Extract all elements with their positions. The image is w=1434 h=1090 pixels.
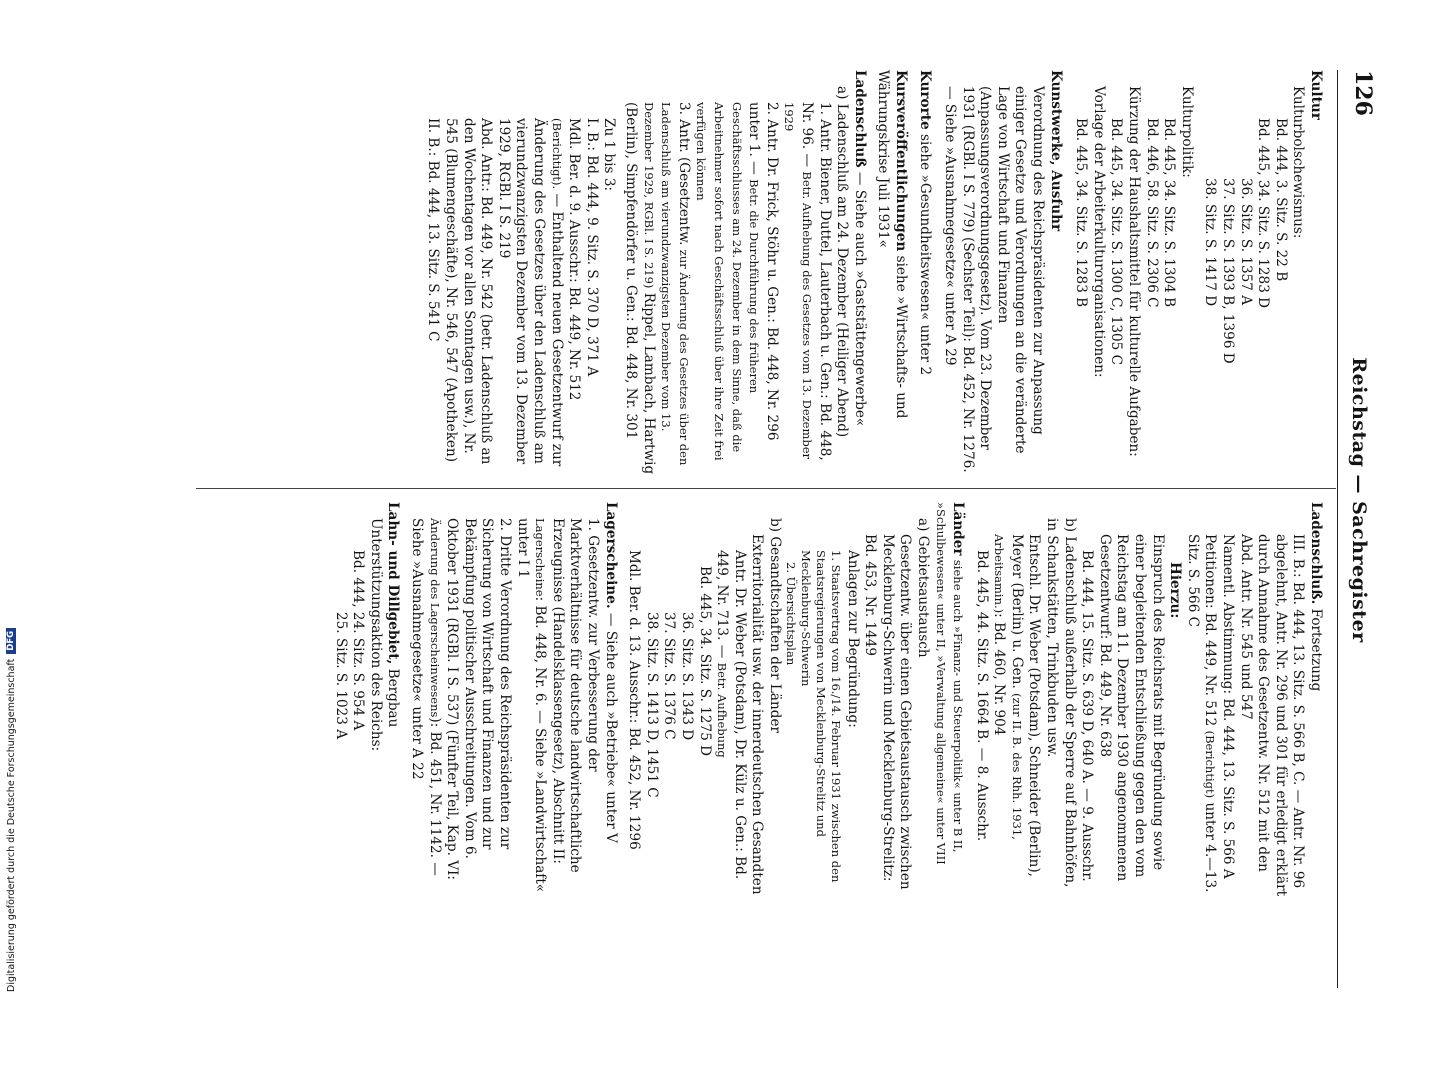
entry-text: Verordnung des Reichspräsidenten zur Anpassung einiger Gesetze und Verordnungen an die veränderte Lage von Wirtschaft und Finanzen (Anpassungsverordnungsgesetz). Vom 23. Dezember 1931 (RGBl. I S. 779) (Sechster Teil): Bd. 452, Nr. 1276. — Siehe »Ausnahmegesetze« unter A 29: [942, 86, 1047, 473]
entry-text: siehe auch »Finanz- und Steuerpolitik« unter B II, »Schulbewesen« unter II, »Verwaltung allgemeine« unter VIII: [933, 502, 966, 865]
item-text: Rippel, Lambach, Hartwig (Berlin), Simpfendörfer u. Gen.: Bd. 448, Nr. 301: [623, 102, 657, 475]
entry-term: Kunstwerke, Ausfuhr: [1047, 70, 1064, 232]
entry-ladenschluss-cont: [1306, 502, 1324, 902]
reference: Bd. 444, 15. Sitz. S. 639 D, 640 A. — 9. Ausschr.: [1079, 550, 1096, 882]
reference: Bd. 445, 34. Sitz. S. 1283 B: [1073, 118, 1090, 308]
reference: 25. Sitz. S. 1023 A: [332, 612, 349, 740]
reference: Bd. 445, 44. Sitz. S. 1664 B. — 8. Ausschr.: [973, 550, 990, 842]
zu-line: [494, 70, 582, 475]
item-note: Betr. Aufhebung des Gesetzes vom 13. Dezember 1929: [782, 102, 814, 460]
subentry-vorlage: Vorlage der Arbeiterkulturorganisationen:: [1090, 86, 1107, 378]
reference: Exterritorialität usw. der innerdeutschen Gesandten: [749, 534, 766, 895]
zu-note: (Berichtigt).: [549, 118, 564, 190]
item-note: Lagerscheine: [533, 518, 548, 597]
entry-term: Ladenschluß: [851, 70, 868, 168]
subentry-kulturpolitik: Kulturpolitik:: [1178, 86, 1195, 178]
entry-lagerscheine: [601, 502, 619, 902]
entry-term: Kurorte: [916, 70, 933, 130]
subentry-a: a) Gebietsaustausch: [914, 518, 931, 658]
ref-text: Petitionen: Bd. 449, Nr. 512: [1202, 534, 1219, 727]
item-1: [780, 70, 833, 475]
anlage-item: 2. Übersichtsplan: [783, 562, 798, 666]
entry-text: siehe »Gesundheitswesen« unter 2: [916, 134, 933, 376]
subentry-kuerzung: Kürzung der Haushaltsmittel für kulturelle Aufgaben:: [1126, 86, 1143, 457]
left-column: [424, 70, 1324, 475]
ref-text: : Bd. 460, Nr. 904: [991, 613, 1008, 736]
entry-kursveroeffentlichungen: [874, 70, 909, 475]
item-text: ): Bd. 451, Nr. 1142. — Siehe »Ausnahmegesetze« unter A 22: [409, 518, 443, 876]
anlage-item: 1. Staatsvertrag vom 16./14. Februar 1931 zwischen den Staatsregierungen von Mecklenburg-Strelitz und Mecklenburg-Schwerin: [798, 550, 843, 883]
item-text: 2. Dritte Verordnung des Reichspräsidenten zur Sicherung von Wirtschaft und Finanzen und zur Bekämpfung politischer Ausschreitungen. Vom 6. Oktober 1931 (RGBl. I S. 537) (Fünfter Teil, Kap. VI:: [444, 518, 514, 880]
ref-text: Antr. Dr. Weber (Potsdam), Dr. Külz u. Gen.: Bd. 449, Nr. 713. —: [714, 550, 748, 880]
reference: Bd. 445, 34. Sitz. S. 1275 D: [696, 566, 713, 757]
hierzu-label: Hierzu:: [1167, 562, 1184, 619]
reference: Gesetzentw. über einen Gebietsaustausch zwischen Mecklenburg-Schwerin und Mecklenburg-Strelitz: Bd. 453, Nr. 1449: [862, 534, 914, 890]
entry-kunstwerke: [1046, 70, 1064, 475]
reference: Bd. 444, 24. Sitz. S. 954 A: [350, 550, 367, 731]
item-text: 2. Antr. Dr. Frick, Stöhr u. Gen.: Bd. 448, Nr. 296 unter 1. —: [746, 102, 780, 441]
entry-term: Lahn- und Dillgebiet,: [385, 502, 402, 665]
column-divider: [196, 488, 1336, 489]
entry-lahn-dillgebiet: [384, 502, 402, 902]
subentry-b: b) Ladenschluß außerhalb der Sperre auf Bahnhöfen, in Schankstätten, Trinkbuden usw.: [1044, 518, 1078, 888]
zu-heading: Zu 1 bis 3:: [601, 118, 618, 192]
subentry-unterstuetzung: Unterstützungsaktion des Reichs:: [367, 518, 384, 752]
entry-text: Bergbau: [385, 668, 402, 728]
right-column: [331, 502, 1324, 902]
ref-text: unter 4.—13. Sitz. S. 566 C: [1184, 534, 1219, 893]
reference: [713, 502, 748, 902]
reference: III. B.: Bd. 444, 13. Sitz. S. 566 B, C. — Antr. Nr. 96 abgelehnt, Antr. Nr. 296 und 301 für erledigt erklärt durch Annahme des Gesetzentw. Nr. 512 mit den Abd. Antr. Nr. 545 und 547: [1237, 534, 1307, 897]
reference: Bd. 446, 58. Sitz. S. 2306 C: [1143, 118, 1160, 308]
entry-laender: [931, 502, 966, 902]
entry-kultur: Kultur: [1308, 70, 1324, 120]
entry-term: Lagerscheine.: [602, 502, 619, 609]
item-text: 1. Gesetzentw. zur Verbesserung der Marktverhältnisse für deutsche landwirtschaftliche Erzeugnisse (Handelsklassengesetz), Abschnitt II:: [549, 518, 602, 873]
zu-line: I. B.: Bd. 444, 9. Sitz. S. 370 D, 371 A: [583, 118, 600, 377]
subentry-a: a) Ladenschluß am 24. Dezember (Heiliger Abend): [834, 86, 851, 438]
reference: Bd. 445, 34. Sitz. S. 1304 B: [1161, 118, 1178, 308]
digitization-credit: [4, 602, 18, 992]
reference: 36. Sitz. S. 1343 D: [679, 612, 695, 741]
item-text: 3. Antr. (Gesetzentw.: [675, 102, 692, 246]
reference: [990, 502, 1043, 902]
reference: Bd. 444, 3. Sitz. S. 22 B: [1272, 118, 1289, 282]
reference: 37. Sitz. S. 1376 C: [661, 612, 678, 740]
entry-kurorte: [915, 70, 933, 475]
reference: 38. Sitz. S. 1413 D, 1451 C: [643, 612, 660, 798]
reference: Bd. 445, 34. Sitz. S. 1283 D: [1255, 118, 1272, 309]
dfg-logo-icon: DFG: [6, 628, 16, 654]
page-header: [1336, 70, 1376, 1090]
anlagen-label: Anlagen zur Begründung:: [844, 550, 861, 728]
ref-note: Betr. Aufhebung: [715, 662, 730, 758]
reference: Mdl. Ber. d. 13. Ausschr.: Bd. 452, Nr. 1296: [626, 550, 643, 850]
item-note: zur Änderung des Gesetzes über den Ladenschluß am vierundzwanzigsten Dezember vom 13. Dezember 1929, RGBl. I S. 219): [641, 102, 691, 466]
entry-text: — Siehe auch »Betriebe« unter V: [602, 612, 619, 843]
reference: 38. Sitz. S. 1417 D: [1202, 178, 1219, 307]
zu-text: Mdl. Ber. d. 9. Ausschr.: Bd. 449, Nr. 512: [566, 118, 583, 401]
zu-line: II. B.: Bd. 444, 13. Sitz. S. 541 C: [425, 118, 442, 342]
ref-note: (zur II. B. des Rhh. 1931, Arbeitsamin.): [992, 534, 1024, 840]
item-3: [621, 70, 691, 475]
reference: 37. Sitz. S. 1393 B, 1396 D: [1220, 178, 1237, 364]
entry-term: Länder: [950, 502, 967, 556]
entry-term: Ladenschluß.: [1308, 502, 1324, 605]
ref-text: Entschl. Dr. Weber (Potsdam), Schneider (Berlin), Meyer (Berlin) u. Gen.: [1008, 534, 1043, 877]
entry-text: — Siehe auch »Gaststättengewerbe«: [851, 171, 868, 427]
item-note: Änderung des Lagerscheinwesens: [427, 518, 442, 718]
entry-text: Fortsetzung: [1308, 608, 1324, 692]
item-2: [408, 502, 514, 902]
subentry-b: b) Gesandtschaften der Länder: [766, 518, 783, 733]
credit-text: Digitalisierung gefördert durch die Deutsche Forschungsgemeinschaft: [5, 658, 17, 992]
running-head: Reichstag — Sachregister: [1348, 357, 1370, 643]
item-text: 1. Antr. Biener, Duttel, Lauterbach u. Gen.: Bd. 448, Nr. 96. —: [798, 102, 833, 461]
header-rule: [1337, 70, 1338, 988]
ref-note: (Berichtigt): [1203, 730, 1218, 799]
reference: Bd. 445, 34. Sitz. S. 1300 C, 1305 C: [1108, 118, 1125, 366]
reference: [1183, 502, 1218, 902]
reference: 36. Sitz. S. 1357 A: [1237, 178, 1254, 306]
item-1: [513, 502, 601, 902]
item-text: : Bd. 448, Nr. 6. — Siehe »Landwirtschaft« unter I 1: [514, 518, 549, 893]
entry-text: siehe »Wirtschafts- und Währungskrise Juli 1931«: [875, 70, 909, 419]
item-2: [692, 70, 780, 475]
reference: Einspruch des Reichsrats mit Begründung sowie einer begleitenden Entschließung gegen den vom Reichstag am 11. Dezember 1930 angenommenen Gesetzentwurf: Bd. 449, Nr. 638: [1096, 534, 1166, 882]
subentry-kulturbolschewismus: Kulturbolschewismus:: [1290, 86, 1307, 239]
page-number: 126: [1350, 70, 1376, 116]
reference: Namentl. Abstimmung: Bd. 444, 13. Sitz. S. 566 A: [1220, 534, 1237, 879]
item-note: Betr. die Durchführung des früheren Geschäftsschlusses am 24. Dezember in dem Sinne, daß die Arbeitnehmer sofort nach Geschäftsschluß über ihre Zeit frei verfügen können: [694, 102, 762, 461]
zu-text: — Enthaltend neuen Gesetzentwurf zur Änderung des Gesetzes über den Ladenschluß am vierundzwanzigsten Dezember vom 13. Dezember 1929, RGBl. I S. 219: [495, 118, 565, 467]
entry-ladenschluss: [850, 70, 868, 475]
zu-line: Abd. Antr.: Bd. 449, Nr. 542 (betr. Ladenschluß an den Wochentagen vor allen Sonntagen usw.), Nr. 545 (Blumengeschäfte), Nr. 546, 547 (Apotheken): [443, 118, 495, 465]
entry-term: Kursveröffentlichungen: [892, 70, 909, 252]
